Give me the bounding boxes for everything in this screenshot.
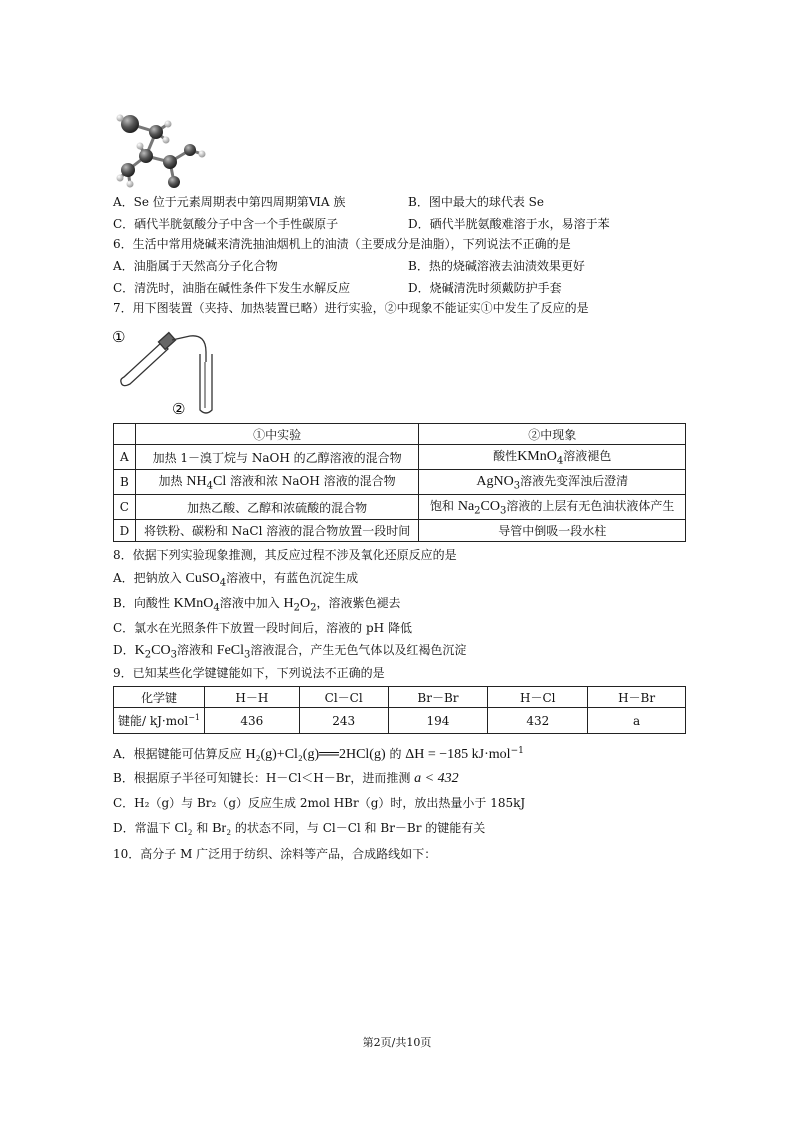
carbon-atom bbox=[149, 125, 163, 139]
value-cell: 194 bbox=[388, 708, 488, 734]
row-letter: A bbox=[114, 445, 136, 470]
q9-option-a: A．根据键能可估算反应 H₂(g)+Cl₂(g)══2HCl(g) 的 ΔH = −185 kJ·mol$^{-1}$ bbox=[113, 746, 524, 762]
q5-option-b: B．图中最大的球代表 Se bbox=[408, 195, 544, 209]
row-letter: C bbox=[114, 495, 136, 520]
page-number-footer: 第2页/共10页 bbox=[362, 1036, 432, 1049]
header-cell: H－H bbox=[204, 687, 299, 708]
value-cell: 436 bbox=[204, 708, 299, 734]
row-observation: 导管中倒吸一段水柱 bbox=[419, 520, 686, 542]
row-observation: AgNO$_3$溶液先变浑浊后澄清 bbox=[419, 470, 686, 495]
q6-option-b: B．热的烧碱溶液去油渍效果更好 bbox=[408, 259, 585, 273]
carbon-atom bbox=[139, 149, 153, 163]
oxygen-atom bbox=[184, 144, 196, 156]
header-cell: 化学键 bbox=[114, 687, 205, 708]
selenocysteine-molecule-illustration bbox=[112, 104, 212, 190]
apparatus-label-1: ① bbox=[112, 328, 126, 346]
q9-option-c: C．H₂（g）与 Br₂（g）反应生成 2mol HBr（g）时，放出热量小于 185kJ bbox=[113, 796, 526, 810]
hydrogen-atom bbox=[199, 151, 206, 158]
carbon-atom bbox=[163, 155, 177, 169]
q9-stem: 9．已知某些化学键键能如下，下列说法不正确的是 bbox=[113, 666, 385, 680]
hydrogen-atom bbox=[165, 121, 172, 128]
row-letter: B bbox=[114, 470, 136, 495]
header-cell: H－Br bbox=[588, 687, 686, 708]
q9-option-d: D．常温下 Cl₂ 和 Br₂ 的状态不同，与 Cl－Cl 和 Br－Br 的键能有关 bbox=[113, 821, 486, 836]
apparatus-label-2: ② bbox=[172, 400, 186, 418]
q8-option-b: B．向酸性 KMnO$_4$溶液中加入 $H_2O_2$，溶液紫色褪去 bbox=[113, 596, 401, 614]
table-row bbox=[114, 520, 686, 542]
q6-option-c: C．清洗时，油脂在碱性条件下发生水解反应 bbox=[113, 281, 351, 295]
value-cell: 432 bbox=[488, 708, 588, 734]
row-experiment: 加热乙酸、乙醇和浓硫酸的混合物 bbox=[135, 495, 419, 520]
hydrogen-atom bbox=[117, 175, 124, 182]
hydrogen-atom bbox=[163, 137, 170, 144]
selenium-atom bbox=[121, 115, 139, 133]
header-experiment: ①中实验 bbox=[135, 424, 419, 445]
value-cell: 243 bbox=[299, 708, 388, 734]
test-tube-2 bbox=[200, 354, 212, 413]
table-header-row bbox=[114, 687, 686, 708]
hydrogen-atom bbox=[127, 181, 134, 188]
q6-option-d: D．烧碱清洗时须戴防护手套 bbox=[408, 281, 562, 295]
q9-option-b: B．根据原子半径可知键长：H－Cl＜H－Br，进而推测 a < 432 bbox=[113, 771, 459, 786]
row-observation: 酸性KMnO$_4$溶液褪色 bbox=[419, 445, 686, 470]
q6-stem: 6．生活中常用烧碱来清洗抽油烟机上的油渍（主要成分是油脂），下列说法不正确的是 bbox=[113, 237, 571, 251]
q7-apparatus-diagram bbox=[110, 322, 230, 418]
q8-option-a: A．把钠放入 CuSO$_4$溶液中，有蓝色沉淀生成 bbox=[113, 571, 359, 589]
header-cell: Br－Br bbox=[388, 687, 488, 708]
q7-stem: 7．用下图装置（夹持、加热装置已略）进行实验，②中现象不能证实①中发生了反应的是 bbox=[113, 301, 589, 315]
table-row bbox=[114, 470, 686, 495]
nitrogen-atom bbox=[121, 163, 135, 177]
row-experiment: 加热 1－溴丁烷与 NaOH 的乙醇溶液的混合物 bbox=[135, 445, 419, 470]
test-tube-1 bbox=[121, 333, 176, 386]
value-cell: a bbox=[588, 708, 686, 734]
q8-stem: 8．依据下列实验现象推测，其反应过程不涉及氧化还原反应的是 bbox=[113, 548, 457, 562]
hydrogen-atom bbox=[137, 143, 144, 150]
q7-experiment-table bbox=[113, 423, 686, 542]
table-row bbox=[114, 495, 686, 520]
row-experiment: 将铁粉、碳粉和 NaCl 溶液的混合物放置一段时间 bbox=[135, 520, 419, 542]
delivery-tube bbox=[172, 336, 206, 362]
oxygen-atom bbox=[168, 176, 180, 188]
header-observation: ②中现象 bbox=[419, 424, 686, 445]
row-observation: 饱和 $Na_2CO_3$溶液的上层有无色油状液体产生 bbox=[419, 495, 686, 520]
header-cell: H－Cl bbox=[488, 687, 588, 708]
q5-option-d: D．硒代半胱氨酸难溶于水，易溶于苯 bbox=[408, 217, 610, 231]
q5-option-a: A．Se 位于元素周期表中第四周期第ⅥA 族 bbox=[113, 195, 346, 209]
q5-option-c: C．硒代半胱氨酸分子中含一个手性碳原子 bbox=[113, 217, 339, 231]
row-experiment: 加热 $NH_4Cl$ 溶液和浓 NaOH 溶液的混合物 bbox=[135, 470, 419, 495]
table-corner-cell bbox=[114, 424, 136, 445]
q8-option-d: D．$K_2CO_3$溶液和 FeCl$_3$溶液混合，产生无色气体以及红褐色沉淀 bbox=[113, 643, 467, 661]
table-row bbox=[114, 445, 686, 470]
q10-stem: 10．高分子 M 广泛用于纺织、涂料等产品，合成路线如下： bbox=[113, 847, 437, 861]
hydrogen-atom bbox=[117, 115, 124, 122]
row-label: 键能/ kJ·mol$^{-1}$ bbox=[114, 708, 205, 734]
row-letter: D bbox=[114, 520, 136, 542]
q9-bond-energy-table bbox=[113, 686, 686, 734]
q6-option-a: A．油脂属于天然高分子化合物 bbox=[113, 259, 278, 273]
table-row bbox=[114, 708, 686, 734]
header-cell: Cl－Cl bbox=[299, 687, 388, 708]
q8-option-c: C．氯水在光照条件下放置一段时间后，溶液的 pH 降低 bbox=[113, 621, 412, 635]
